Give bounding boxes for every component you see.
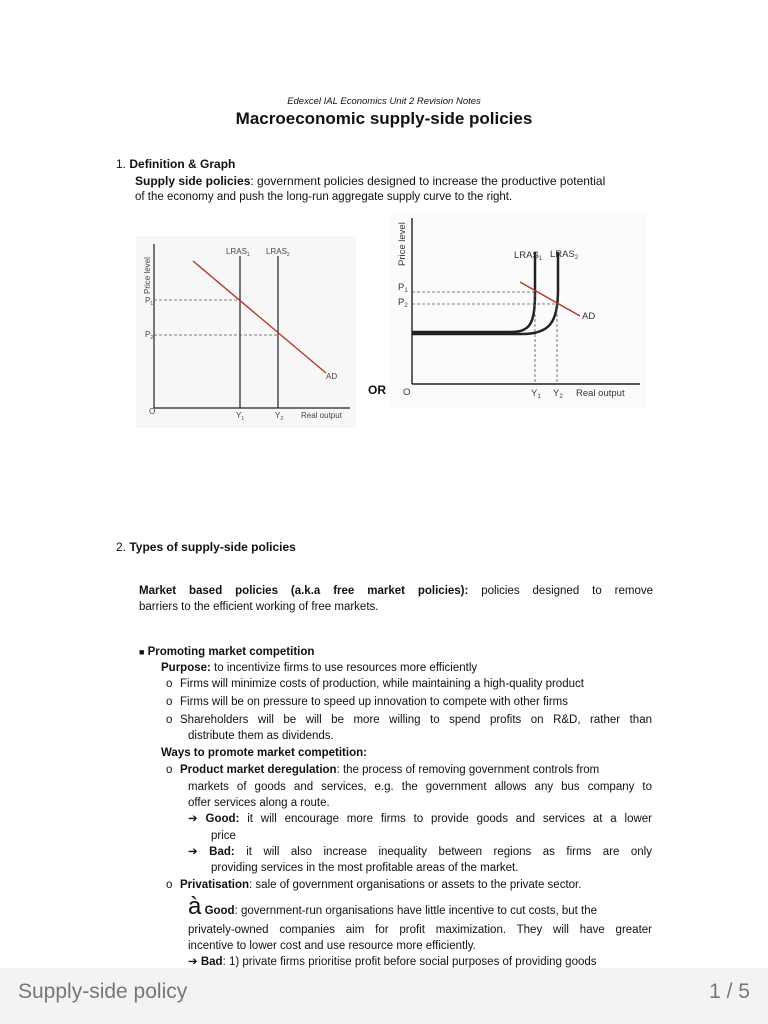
circle-bullet-icon: o	[166, 714, 173, 726]
arrow-icon: ➔	[188, 846, 198, 858]
origin-label: O	[403, 387, 411, 398]
document-name: Supply-side policy	[18, 980, 188, 1003]
p2-label: P	[145, 330, 151, 339]
good-point-continuation: price	[211, 830, 236, 842]
good-text: it will encourage more firms to provide goods and services at a lower	[239, 813, 653, 825]
ad-label: AD	[326, 372, 338, 381]
p1-label: P	[398, 282, 405, 293]
lras1-label: LRAS	[514, 250, 539, 261]
section-title: Types of supply-side policies	[129, 540, 296, 554]
y1-label: Y	[531, 388, 538, 399]
ad-label: AD	[582, 311, 596, 322]
market-based-line-2: barriers to the efficient working of free markets.	[139, 601, 379, 613]
graph-1	[136, 236, 356, 428]
arrow-icon: ➔	[188, 956, 198, 968]
good-point	[188, 812, 652, 827]
y1-label: Y	[236, 411, 242, 420]
page-title: Macroeconomic supply-side policies	[235, 109, 533, 128]
list-item	[166, 677, 584, 692]
p1-label: P	[145, 296, 151, 305]
privatisation-good-continuation: privately-owned companies aim for profit maximization. They will have greater	[188, 924, 652, 936]
y2-sub: 2	[280, 416, 284, 422]
svg-text:LRAS2	[550, 249, 579, 261]
bad-label: Bad:	[209, 846, 235, 858]
y-axis-label: Price level	[397, 222, 408, 266]
circle-bullet-icon: o	[166, 764, 173, 776]
y2-label: Y	[553, 388, 560, 399]
purpose-text: to incentivize firms to use resources more efficiently	[210, 662, 478, 674]
lras2-label: LRAS	[266, 247, 287, 256]
privatisation-good-label: Good	[204, 905, 235, 917]
lras1-label: LRAS	[226, 247, 247, 256]
section-2-heading	[116, 540, 296, 554]
ways-heading: Ways to promote market competition:	[161, 747, 367, 759]
purpose-label: Purpose:	[161, 662, 211, 674]
privatisation-good-continuation: incentive to lower cost and use resource more efficiently.	[188, 940, 476, 952]
privatisation-good-point	[188, 894, 597, 924]
lras2-sub: 2	[574, 255, 579, 261]
list-item-text: Firms will minimize costs of production, while maintaining a high-quality product	[180, 678, 584, 690]
document-subtitle: Edexcel IAL Economics Unit 2 Revision Notes	[287, 96, 481, 107]
list-item-text: Firms will be on pressure to speed up innovation to compete with other firms	[180, 696, 568, 708]
purpose-line	[161, 661, 477, 676]
definition-line-2: of the economy and push the long-run aggregate supply curve to the right.	[135, 191, 513, 203]
list-item-continuation: distribute them as dividends.	[188, 730, 334, 742]
good-label: Good:	[205, 813, 240, 825]
bad-point	[188, 845, 652, 860]
privatisation-term: Privatisation	[180, 879, 250, 891]
privatisation-bad-text: : 1) private firms prioritise profit before social purposes of providing goods	[222, 956, 597, 968]
y2-sub: 2	[559, 394, 563, 400]
origin-label: O	[149, 407, 156, 416]
y1-sub: 1	[537, 394, 541, 400]
arrow-icon: ➔	[188, 813, 198, 825]
lras2-label: LRAS	[550, 249, 575, 260]
x-axis-label: Real output	[301, 411, 342, 420]
bad-text: it will also increase inequality between regions as firms are only	[234, 846, 652, 858]
list-item-continuation: offer services along a route.	[188, 797, 330, 809]
definition-term: Supply side policies	[135, 174, 251, 188]
bad-point-continuation: providing services in the most profitable areas of the market.	[211, 862, 519, 874]
market-based-term: Market based policies (a.k.a free market policies):	[139, 585, 469, 597]
section-number: 2.	[116, 540, 127, 554]
or-label: OR	[368, 383, 386, 397]
y-axis-label: Price level	[143, 257, 152, 294]
viewer-footer	[0, 968, 768, 1024]
definition-text: : government policies designed to increase the productive potential	[250, 174, 606, 188]
section-title: Definition & Graph	[129, 157, 236, 171]
page-counter: 1 / 5	[709, 980, 750, 1003]
circle-bullet-icon: o	[166, 696, 173, 708]
p1-sub: 1	[404, 288, 408, 294]
a-grave-glyph: à	[188, 893, 202, 920]
market-based-line-1	[139, 584, 653, 599]
list-item-text: Shareholders will be will be more willing to spend profits on R&D, rather than	[180, 714, 652, 726]
square-bullet-icon: ■	[139, 647, 145, 657]
x-axis-label: Real output	[576, 388, 625, 399]
list-item	[166, 713, 652, 728]
circle-bullet-icon: o	[166, 879, 173, 891]
p2-label: P	[398, 297, 405, 308]
privatisation-text: : sale of government organisations or assets to the private sector.	[249, 879, 582, 891]
p2-sub: 2	[404, 303, 408, 309]
svg-text:LRAS1	[514, 250, 543, 262]
privatisation-good-text: : government-run organisations have little incentive to cut costs, but the	[234, 905, 598, 917]
competition-title: Promoting market competition	[147, 646, 315, 658]
lras2-sub: 2	[286, 252, 290, 258]
circle-bullet-icon: o	[166, 678, 173, 690]
list-item	[166, 763, 599, 778]
lras1-sub: 1	[246, 252, 250, 258]
section-number: 1.	[116, 157, 127, 171]
deregulation-text: : the process of removing government controls from	[336, 764, 600, 776]
list-item-continuation: markets of goods and services, e.g. the government allows any bus company to	[188, 781, 652, 793]
y1-sub: 1	[241, 416, 245, 422]
section-1-heading	[116, 157, 235, 171]
list-item	[166, 878, 581, 893]
competition-heading	[139, 645, 314, 660]
lras1-sub: 1	[538, 256, 543, 262]
p2-sub: 2	[150, 335, 154, 341]
p1-sub: 1	[150, 301, 154, 307]
definition-line-1	[135, 174, 605, 189]
graph-2	[390, 212, 646, 408]
privatisation-bad-label: Bad	[200, 956, 223, 968]
y2-label: Y	[275, 411, 281, 420]
market-based-text: policies designed to remove	[468, 585, 653, 597]
deregulation-term: Product market deregulation	[180, 764, 337, 776]
list-item	[166, 695, 568, 710]
